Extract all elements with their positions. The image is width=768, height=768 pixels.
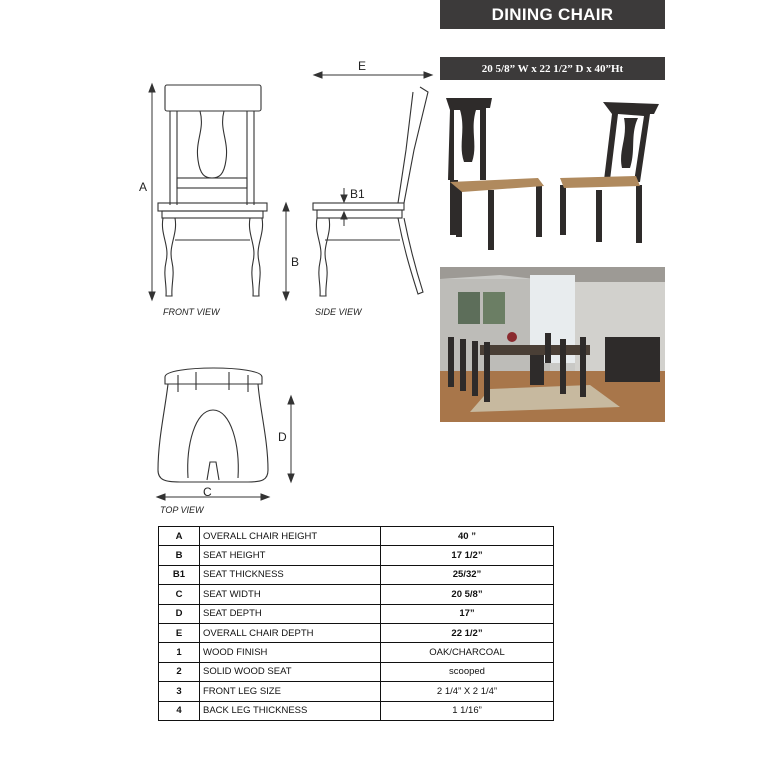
spec-value: scooped — [381, 662, 554, 681]
spec-name: SOLID WOOD SEAT — [200, 662, 381, 681]
spec-key: B1 — [159, 565, 200, 584]
spec-name: BACK LEG THICKNESS — [200, 701, 381, 720]
spec-name: SEAT THICKNESS — [200, 565, 381, 584]
spec-key: A — [159, 527, 200, 546]
side-view-drawing — [313, 87, 428, 296]
table-row — [159, 682, 554, 701]
dim-label-b1: B1 — [350, 187, 365, 201]
side-view-label: SIDE VIEW — [315, 307, 362, 317]
spec-value: 25/32” — [381, 565, 554, 584]
spec-value: 40 ” — [381, 527, 554, 546]
dim-label-d: D — [278, 430, 287, 444]
spec-name: OVERALL CHAIR DEPTH — [200, 623, 381, 642]
spec-name: FRONT LEG SIZE — [200, 682, 381, 701]
spec-value: 17 1/2” — [381, 546, 554, 565]
table-row — [159, 565, 554, 584]
dim-label-e: E — [358, 59, 367, 73]
spec-name: SEAT HEIGHT — [200, 546, 381, 565]
dimensions-text: 20 5/8” W x 22 1/2” D x 40”Ht — [481, 62, 624, 75]
spec-value: 1 1/16” — [381, 701, 554, 720]
spec-name: WOOD FINISH — [200, 643, 381, 662]
dim-label-b: B — [291, 255, 300, 269]
table-row — [159, 643, 554, 662]
dim-label-c: C — [203, 485, 212, 499]
spec-name: SEAT WIDTH — [200, 585, 381, 604]
table-row — [159, 546, 554, 565]
spec-value: 17” — [381, 604, 554, 623]
spec-value: 2 1/4” X 2 1/4” — [381, 682, 554, 701]
spec-key: E — [159, 623, 200, 642]
spec-value: OAK/CHARCOAL — [381, 643, 554, 662]
spec-key: D — [159, 604, 200, 623]
dim-label-a: A — [139, 180, 148, 194]
spec-table — [158, 526, 554, 721]
chair-product-photo — [440, 90, 665, 255]
top-view-drawing — [158, 368, 268, 482]
spec-key: 1 — [159, 643, 200, 662]
spec-key: 3 — [159, 682, 200, 701]
table-row — [159, 527, 554, 546]
front-view-label: FRONT VIEW — [163, 307, 220, 317]
product-title: DINING CHAIR — [491, 4, 614, 24]
spec-name: SEAT DEPTH — [200, 604, 381, 623]
spec-name: OVERALL CHAIR HEIGHT — [200, 527, 381, 546]
front-view-drawing — [158, 85, 267, 296]
spec-value: 20 5/8” — [381, 585, 554, 604]
spec-key: 2 — [159, 662, 200, 681]
table-row — [159, 604, 554, 623]
table-row — [159, 623, 554, 642]
spec-key: 4 — [159, 701, 200, 720]
dining-room-photo — [440, 267, 665, 422]
table-row — [159, 662, 554, 681]
spec-key: B — [159, 546, 200, 565]
table-row — [159, 701, 554, 720]
spec-value: 22 1/2” — [381, 623, 554, 642]
spec-key: C — [159, 585, 200, 604]
table-row — [159, 585, 554, 604]
top-view-label: TOP VIEW — [160, 505, 204, 515]
